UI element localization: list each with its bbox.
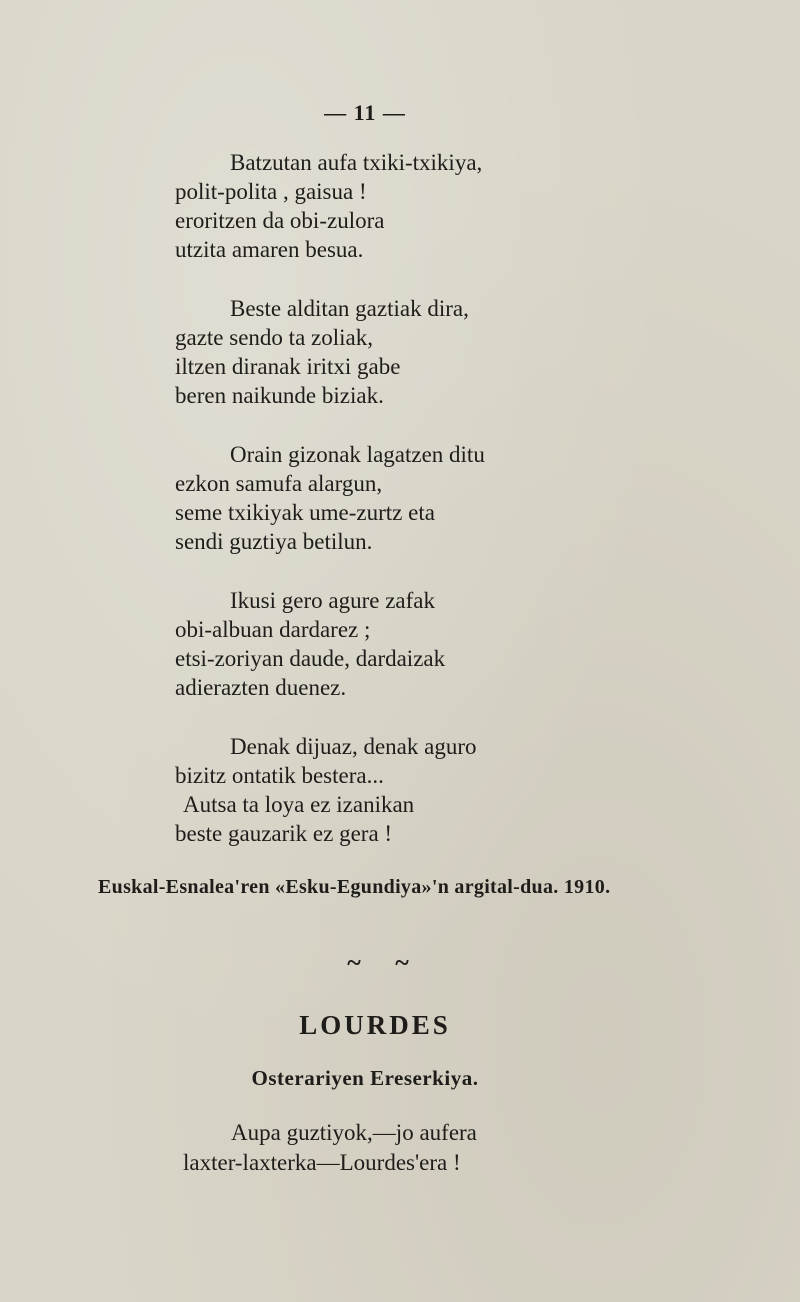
stanza-2 — [175, 294, 735, 410]
final-verse — [183, 1118, 703, 1178]
poem-line: Aupa guztiyok,—jo aufera — [231, 1120, 477, 1145]
poem-line: eroritzen da obi-zulora — [175, 208, 385, 233]
poem-line: Beste alditan gaztiak dira, — [230, 296, 469, 321]
poem-line: Denak dijuaz, denak aguro — [230, 734, 477, 759]
poem-line: Ikusi gero agure zafak — [230, 588, 435, 613]
source-note: Euskal-Esnalea'ren «Esku-Egundiya»'n argital-dua. 1910. — [98, 876, 611, 898]
poem-line: utzita amaren besua. — [175, 237, 364, 262]
poem-line: laxter-laxterka—Lourdes'era ! — [183, 1150, 461, 1175]
poem-line: ezkon samufa alargun, — [175, 471, 383, 496]
poem-line: obi-albuan dardarez ; — [175, 617, 371, 642]
poem-line: seme txikiyak ume-zurtz eta — [175, 500, 435, 525]
stanza-4 — [175, 586, 735, 702]
poem-line: adierazten duenez. — [175, 675, 347, 700]
poem-line: beren naikunde biziak. — [175, 383, 384, 408]
poem-line: iltzen diranak iritxi gabe — [175, 354, 401, 379]
section-subtitle: Osterariyen Ereserkiya. — [251, 1066, 479, 1090]
ornament-divider: ~ ~ — [347, 948, 423, 977]
stanza-1 — [175, 148, 735, 264]
section-title: LOURDES — [299, 1010, 451, 1040]
stanza-3 — [175, 440, 735, 556]
poem-line: Autsa ta loya ez izanikan — [183, 792, 415, 817]
page-number: — 11 — — [324, 100, 406, 125]
poem — [175, 148, 735, 878]
poem-line: bizitz ontatik bestera... — [175, 763, 384, 788]
poem-line: beste gauzarik ez gera ! — [175, 821, 393, 846]
stanza-5 — [175, 732, 735, 848]
poem-line: Orain gizonak lagatzen ditu — [230, 442, 485, 467]
poem-line: polit-polita , gaisua ! — [175, 179, 367, 204]
poem-line: gazte sendo ta zoliak, — [175, 325, 373, 350]
poem-line: Batzutan aufa txiki-txikiya, — [230, 150, 483, 175]
poem-line: sendi guztiya betilun. — [175, 529, 373, 554]
poem-line: etsi-zoriyan daude, dardaizak — [175, 646, 446, 671]
